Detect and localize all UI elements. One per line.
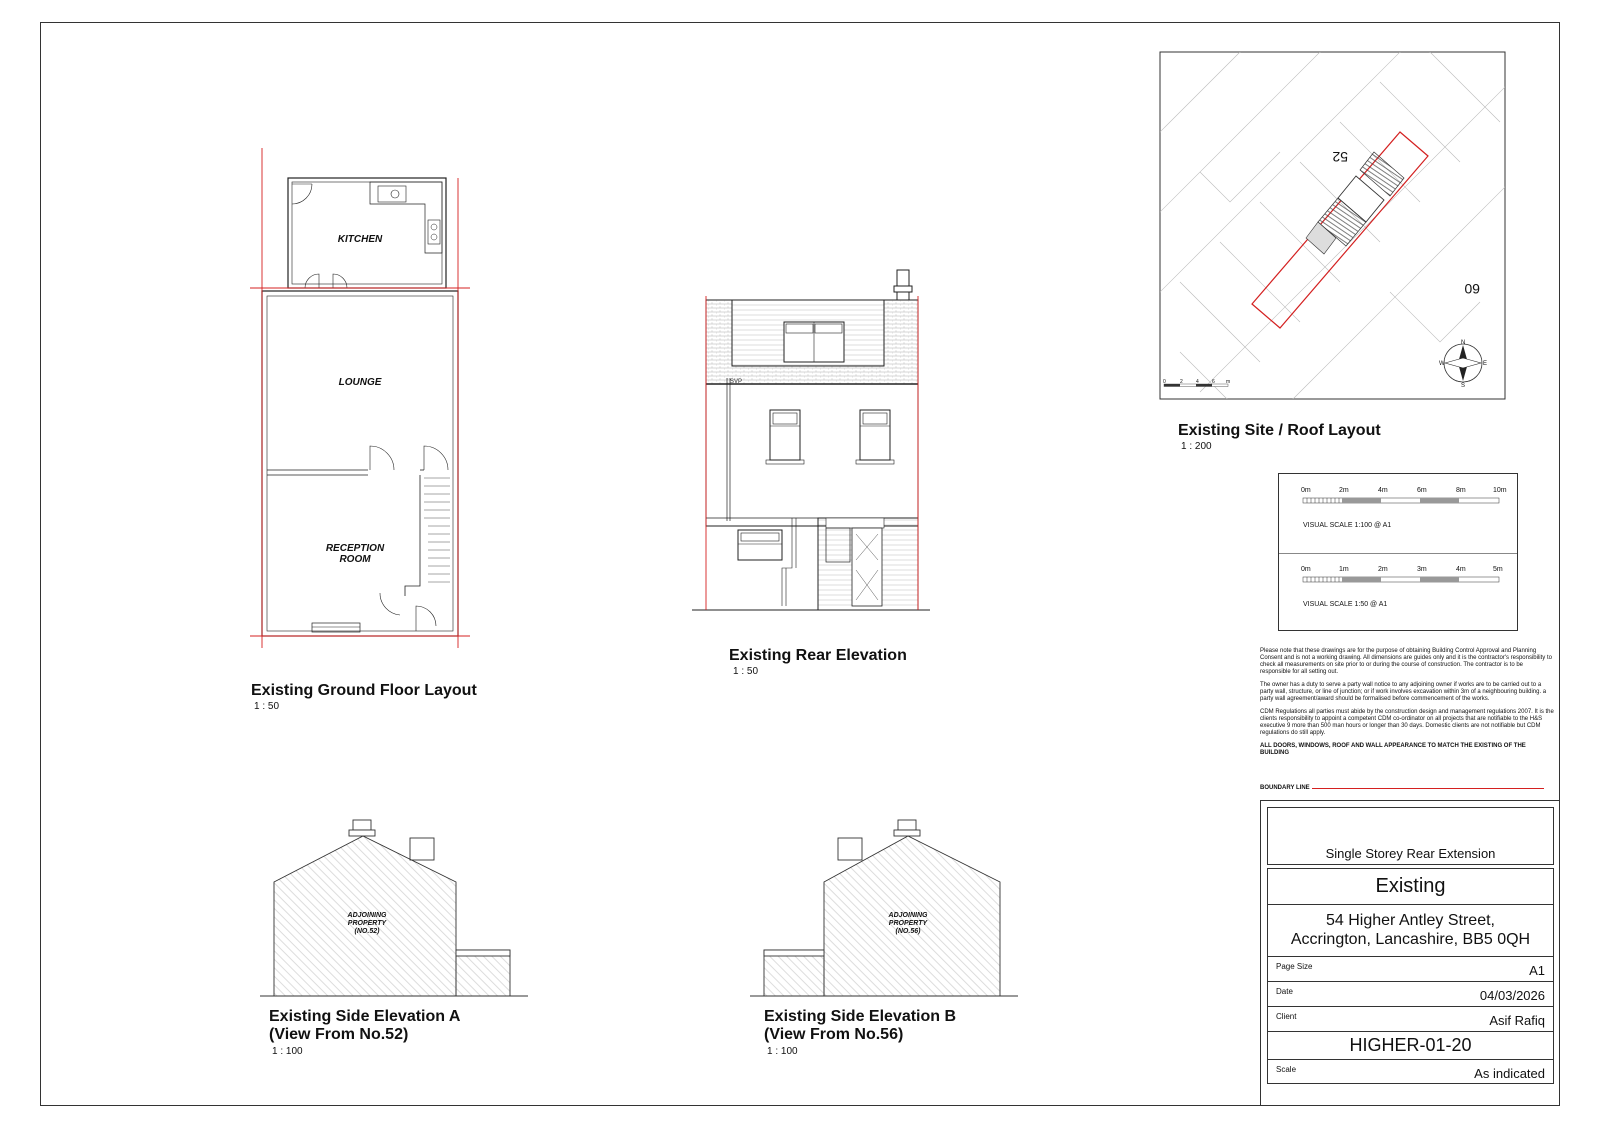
side-elevation-b-title-1: Existing Side Elevation B [764, 1008, 957, 1025]
page-size-value: A1 [1529, 963, 1545, 978]
general-notes [1260, 648, 1555, 763]
rear-elevation-scale: 1 : 50 [733, 666, 759, 677]
side-elevation-b-title-2: (View From No.56) [764, 1026, 904, 1043]
boundary-line-legend-swatch [1312, 788, 1544, 789]
rear-elevation-drawing [700, 266, 930, 626]
adjoining-label-52: ADJOINING PROPERTY (NO.52) [347, 912, 387, 935]
title-block [1260, 800, 1560, 1106]
plot-number-52: 52 [1332, 149, 1348, 165]
scale-label: Scale [1276, 1065, 1297, 1074]
kitchen-walls [288, 178, 446, 288]
side-elevation-a-scale: 1 : 100 [272, 1046, 303, 1057]
plot-number-60: 60 [1464, 281, 1480, 297]
svg-text:S: S [1461, 383, 1466, 389]
project-box [1267, 807, 1554, 865]
note-cdm: CDM Regulations all parties must abide by the construction design and management regulations 2007. It is the clients responsibility to appoint a competent CDM co-ordinator on all projects that are notifiable to the H&S executive 9 more than 500 man hours or longer than 30 days. Domestic clients are not notifiable but CDM regulations do still apply. [1260, 709, 1554, 736]
ground-floor-plan [250, 148, 470, 658]
date-value: 04/03/2026 [1479, 988, 1545, 1003]
room-label-room: ROOM [339, 554, 371, 565]
svg-text:2: 2 [1180, 379, 1183, 385]
svg-text:W: W [1439, 361, 1445, 367]
note-appearance: ALL DOORS, WINDOWS, ROOF AND WALL APPEARANCE TO MATCH THE EXISTING OF THE BUILDING [1260, 743, 1526, 756]
room-label-kitchen: KITCHEN [337, 234, 383, 245]
drawing-number: HIGHER-01-20 [1349, 1035, 1472, 1055]
note-party-wall: The owner has a duty to serve a party wall notice to any adjoining owner if works are to be carried out to a party wall, structure, or line of junction; or if work involves excavation within 3m of a neighbouring building. a party wall agreement/award should be formalised before commencement of the works. [1260, 682, 1547, 702]
site-layout-title: Existing Site / Roof Layout [1178, 422, 1381, 439]
svg-text:N: N [1461, 340, 1466, 346]
visual-scales-box: 0m 2m 4m 6m 8m 10m VISUAL SCALE 1:100 @ A1 0m 1m 2m 3m 4m 5m VISUAL SCALE 1:50 @ A1 [1278, 473, 1518, 631]
page-size-label: Page Size [1276, 962, 1313, 971]
room-label-lounge: LOUNGE [338, 377, 382, 388]
date-label: Date [1276, 987, 1293, 996]
site-address: 54 Higher Antley Street, Accrington, Lancashire, BB5 0QH [1290, 912, 1531, 948]
drawing-status: Existing [1375, 875, 1446, 897]
ground-floor-scale: 1 : 50 [254, 701, 280, 712]
svg-text:m: m [1226, 379, 1231, 385]
side-elevation-a-drawing [256, 818, 536, 1000]
scale-value: As indicated [1474, 1066, 1545, 1081]
scalebar-1-50-caption: VISUAL SCALE 1:50 @ A1 [1303, 601, 1388, 608]
side-elevation-a-title-2: (View From No.52) [269, 1026, 409, 1043]
note-building-control: Please note that these drawings are for the purpose of obtaining Building Control Approval and Planning Consent and is not a working drawing. All dimensions are guides only and it is the contractor's responsibility to check all measurements on site prior to or during the course of construction. The contractor is to be responsible for all setting out. [1260, 648, 1552, 675]
ground-floor-title: Existing Ground Floor Layout [251, 682, 477, 699]
side-elevation-b-scale: 1 : 100 [767, 1046, 798, 1057]
scalebar-1-100 [1303, 496, 1503, 506]
site-layout-map [1160, 52, 1505, 399]
side-elevation-b-drawing [746, 818, 1026, 1000]
room-label-reception: RECEPTION [325, 543, 385, 554]
site-layout-scale: 1 : 200 [1181, 441, 1212, 452]
side-elevation-a-title-1: Existing Side Elevation A [269, 1008, 461, 1025]
rear-elevation-title: Existing Rear Elevation [729, 647, 907, 664]
svg-text:4: 4 [1196, 379, 1199, 385]
project-name: Single Storey Rear Extension [1325, 846, 1496, 861]
svg-text:E: E [1483, 361, 1488, 367]
scalebar-1-50 [1303, 575, 1503, 585]
svg-text:0: 0 [1163, 379, 1166, 385]
client-label: Client [1276, 1012, 1297, 1021]
adjoining-label-56: ADJOINING PROPERTY (NO.56) [888, 912, 928, 935]
info-box [1267, 868, 1554, 1084]
boundary-line-legend-label: BOUNDARY LINE [1260, 785, 1310, 791]
scalebar-1-100-caption: VISUAL SCALE 1:100 @ A1 [1303, 522, 1392, 529]
svg-text:6: 6 [1212, 379, 1215, 385]
svg-text:SVP: SVP [730, 379, 743, 385]
main-walls [262, 291, 458, 636]
client-value: Asif Rafiq [1489, 1013, 1545, 1028]
